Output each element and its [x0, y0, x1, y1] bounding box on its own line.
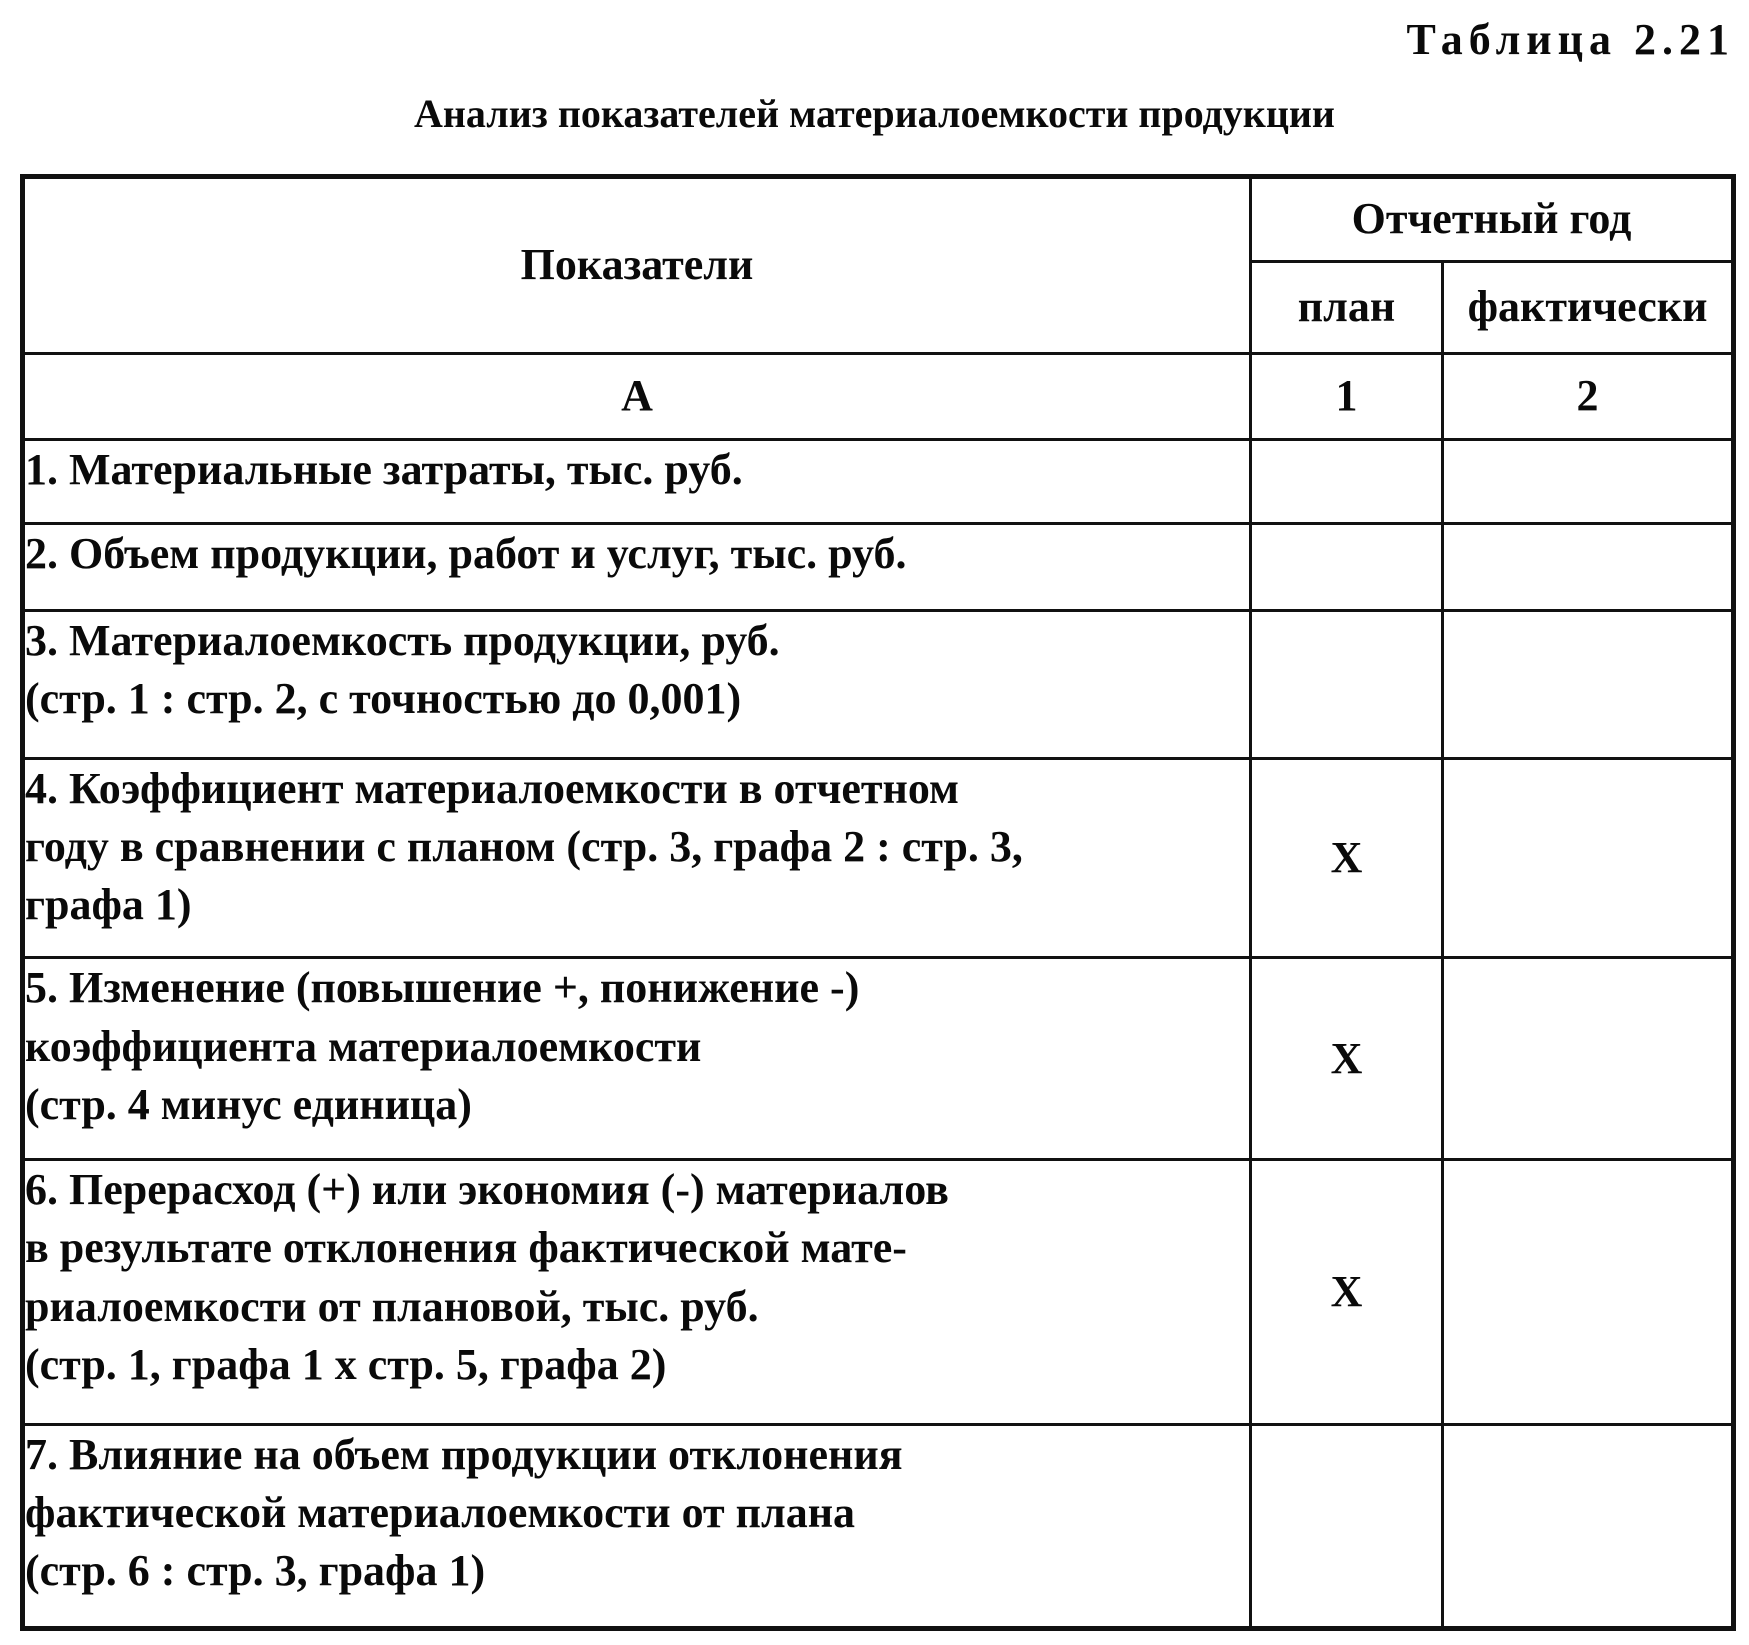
row-plan-cell: Х — [1251, 958, 1443, 1160]
header-actual: фактически — [1443, 261, 1734, 353]
column-index-2: 2 — [1443, 353, 1734, 439]
row-plan-cell — [1251, 1424, 1443, 1628]
row-plan-cell — [1251, 524, 1443, 611]
row-plan-cell: Х — [1251, 1160, 1443, 1425]
table-row — [23, 439, 1734, 524]
table-row — [23, 1160, 1734, 1425]
column-index-a: А — [23, 353, 1251, 439]
row-label: 5. Изменение (повышение +, понижение -) коэффициента материалоемкости (стр. 4 минус единица) — [23, 958, 1251, 1160]
row-label: 4. Коэффициент материалоемкости в отчетном году в сравнении с планом (стр. 3, графа 2 : стр. 3, графа 1) — [23, 758, 1251, 958]
row-actual-cell — [1443, 439, 1734, 524]
table-row — [23, 758, 1734, 958]
header-row-top — [23, 177, 1734, 262]
row-label: 2. Объем продукции, работ и услуг, тыс. руб. — [23, 524, 1251, 611]
header-plan: план — [1251, 261, 1443, 353]
table-row — [23, 611, 1734, 758]
table-row — [23, 1424, 1734, 1628]
row-plan-cell — [1251, 611, 1443, 758]
row-actual-cell — [1443, 958, 1734, 1160]
row-actual-cell — [1443, 1424, 1734, 1628]
row-label: 7. Влияние на объем продукции отклонения фактической материалоемкости от плана (стр. 6 : стр. 3, графа 1) — [23, 1424, 1251, 1628]
table-number: Таблица 2.21 — [1406, 15, 1735, 64]
column-index-1: 1 — [1251, 353, 1443, 439]
column-index-row — [23, 353, 1734, 439]
table-row — [23, 958, 1734, 1160]
table-title: Анализ показателей материалоемкости продукции — [414, 91, 1335, 136]
table-row — [23, 524, 1734, 611]
row-actual-cell — [1443, 758, 1734, 958]
header-indicators: Показатели — [23, 177, 1251, 354]
header-reporting-year: Отчетный год — [1251, 177, 1734, 262]
row-plan-cell: Х — [1251, 758, 1443, 958]
row-actual-cell — [1443, 524, 1734, 611]
row-label: 3. Материалоемкость продукции, руб. (стр. 1 : стр. 2, с точностью до 0,001) — [23, 611, 1251, 758]
row-plan-cell — [1251, 439, 1443, 524]
row-label: 6. Перерасход (+) или экономия (-) материалов в результате отклонения фактической мате- риалоемкости от плановой, тыс. руб. (стр. 1, графа 1 х стр. 5, графа 2) — [23, 1160, 1251, 1425]
row-actual-cell — [1443, 1160, 1734, 1425]
row-actual-cell — [1443, 611, 1734, 758]
row-label: 1. Материальные затраты, тыс. руб. — [23, 439, 1251, 524]
materials-intensity-table — [20, 174, 1736, 1631]
